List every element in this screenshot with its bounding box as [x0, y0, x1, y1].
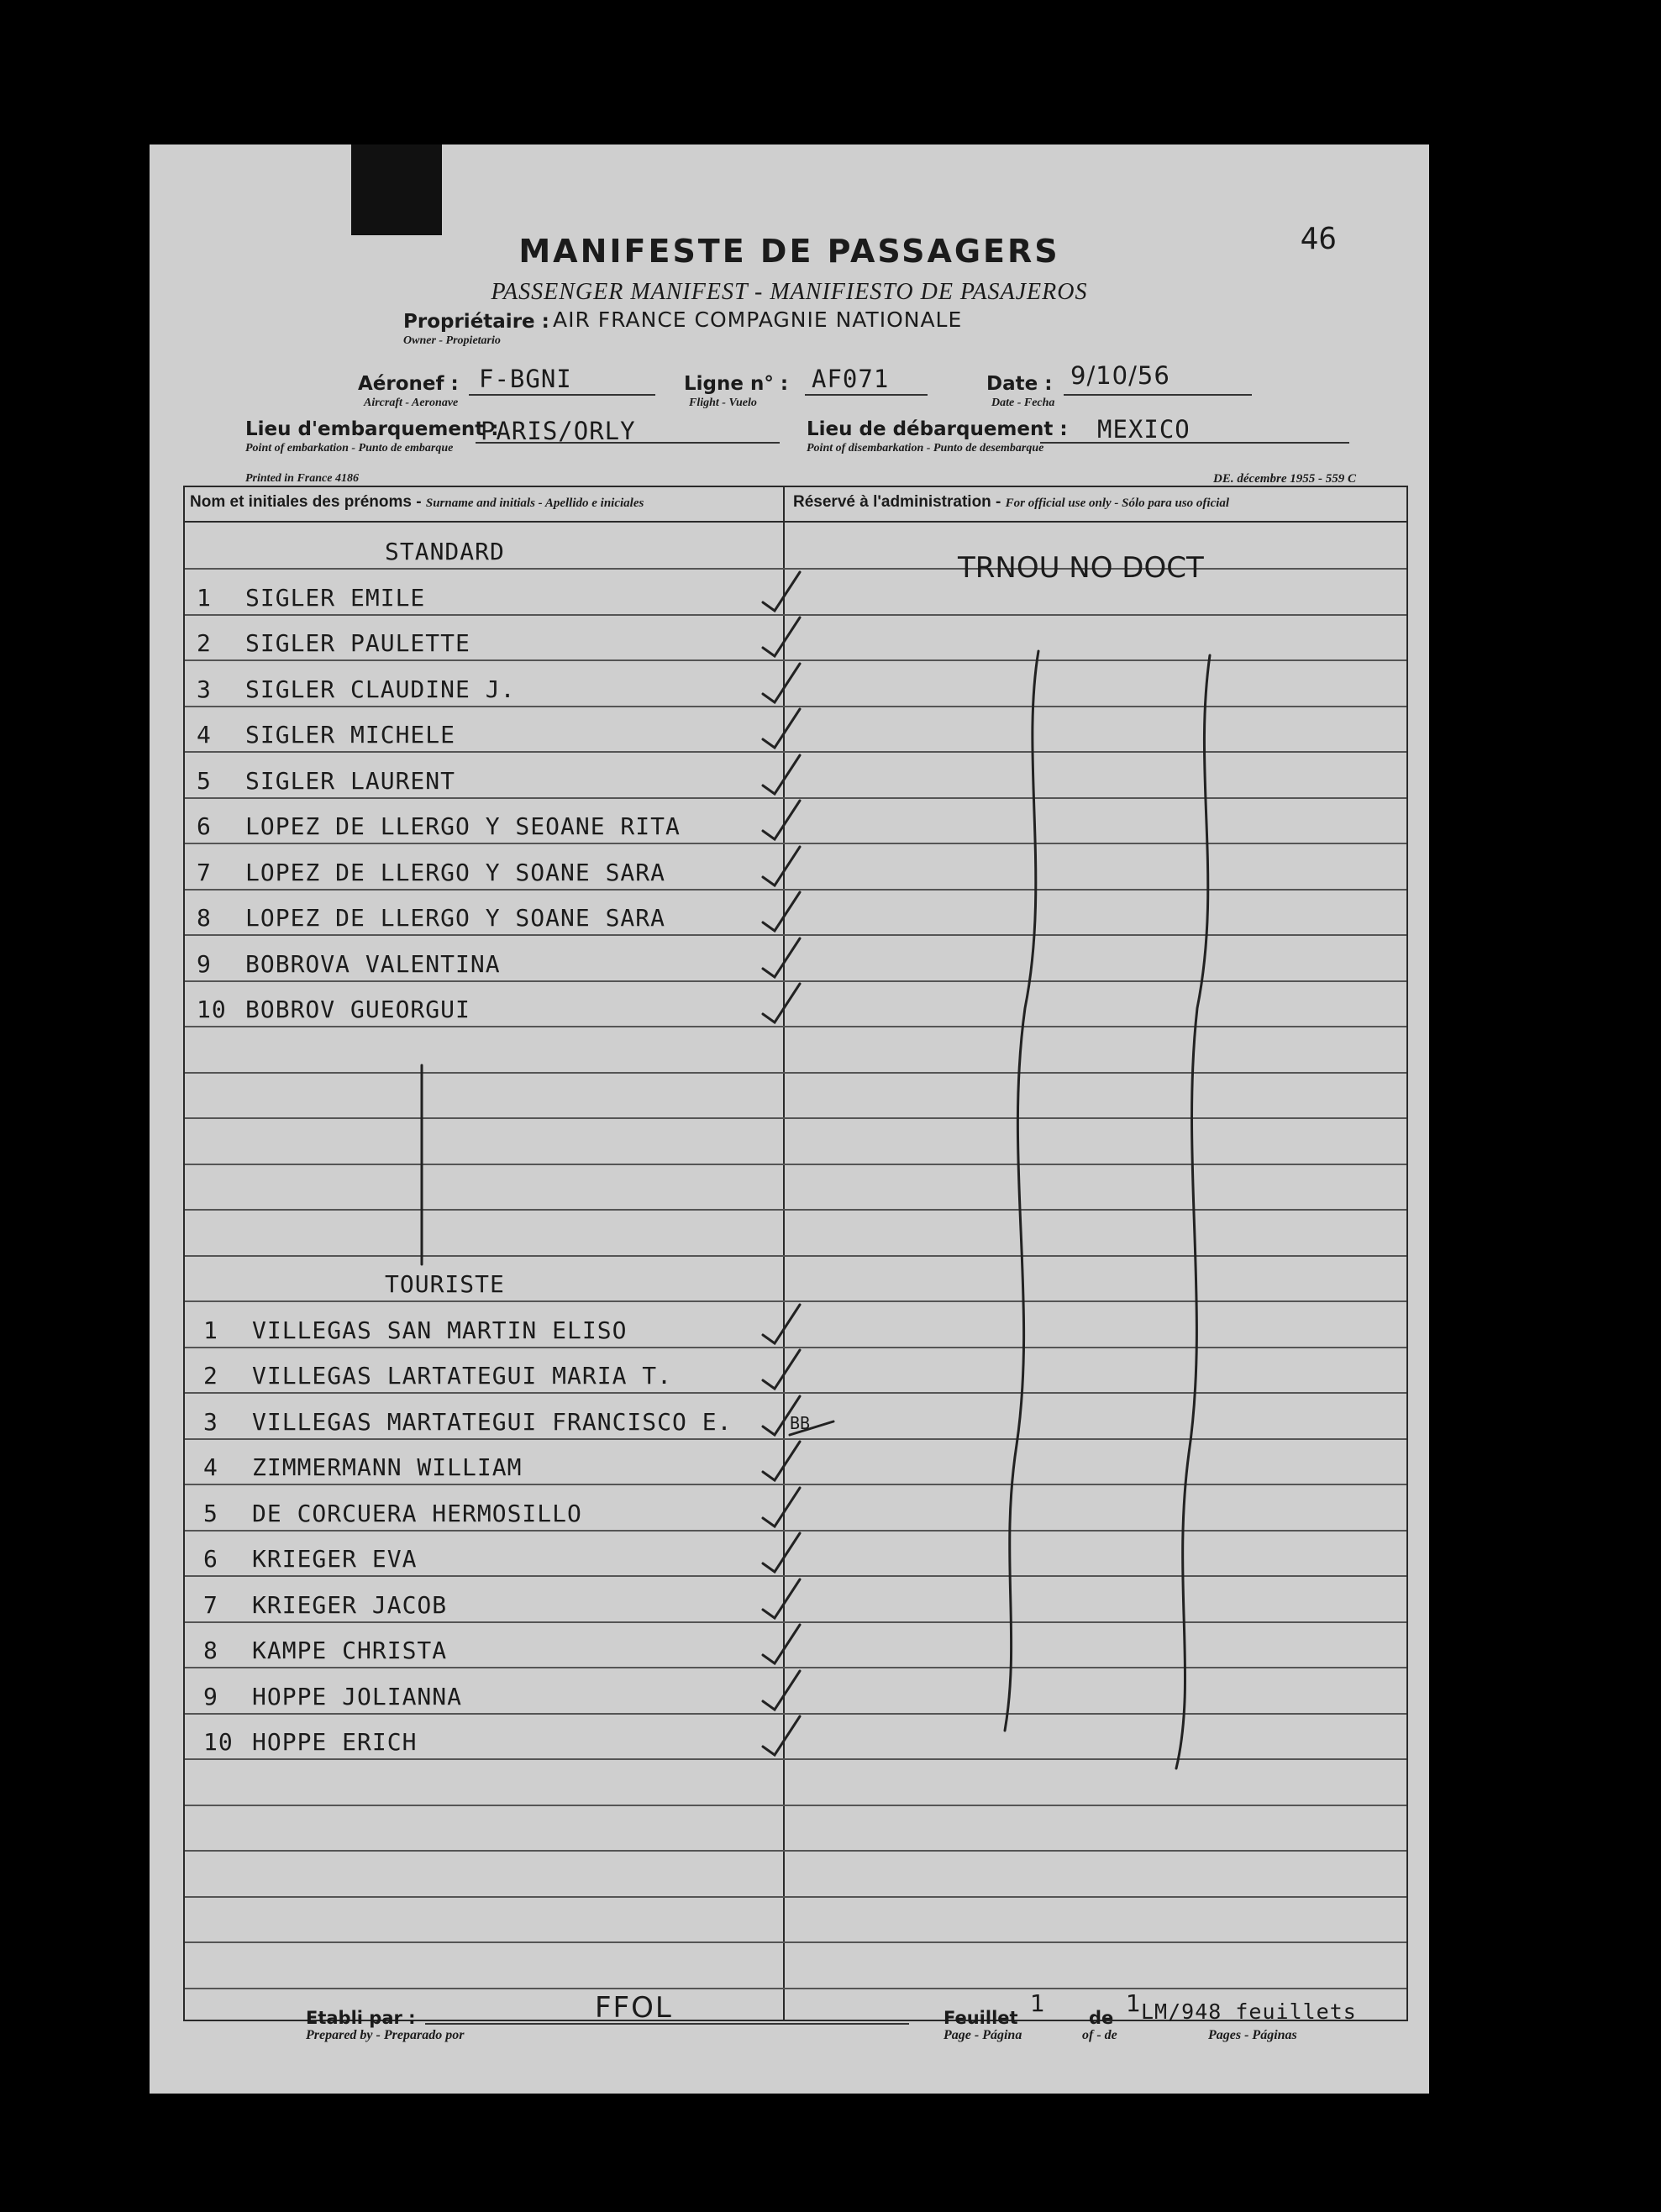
- check-mark: [763, 1625, 800, 1663]
- section-heading: STANDARD: [385, 538, 505, 565]
- embarkation-label: Lieu d'embarquement :: [245, 418, 499, 440]
- passenger-name: VILLEGAS LARTATEGUI MARIA T.: [252, 1362, 673, 1390]
- page-sublabel: Page - Página: [944, 2028, 1022, 2042]
- names-header-translation: Surname and initials - Apellido e iniciales: [425, 497, 644, 510]
- passenger-number: 8: [197, 904, 212, 932]
- check-mark: [763, 1442, 800, 1480]
- passenger-number: 3: [203, 1408, 218, 1436]
- check-mark: [763, 572, 800, 611]
- prepared-by-label: Etabli par :: [306, 2008, 416, 2028]
- form-subtitle: PASSENGER MANIFEST - MANIFIESTO DE PASAJEROS: [491, 279, 1088, 305]
- pages-value: 1: [1126, 1989, 1143, 2017]
- passenger-number: 6: [203, 1545, 218, 1573]
- passenger-number: 4: [197, 721, 212, 749]
- flight-value: AF071: [812, 365, 890, 393]
- aircraft-label: Aéronef :: [358, 373, 459, 395]
- disembarkation-sublabel: Point of disembarkation - Punto de desembarque: [807, 442, 1044, 454]
- passenger-number: 7: [203, 1591, 218, 1619]
- passenger-name: LOPEZ DE LLERGO Y SOANE SARA: [245, 904, 666, 932]
- passenger-name: SIGLER EMILE: [245, 584, 426, 612]
- check-mark: [763, 801, 800, 839]
- disembarkation-value: MEXICO: [1097, 415, 1191, 444]
- passenger-number: 5: [197, 767, 212, 795]
- passenger-name: HOPPE ERICH: [252, 1728, 418, 1756]
- page-value: 1: [1030, 1989, 1047, 2017]
- check-mark: [763, 617, 800, 656]
- passenger-name: KAMPE CHRISTA: [252, 1637, 448, 1664]
- passenger-number: 10: [203, 1728, 234, 1756]
- passenger-number: 1: [203, 1316, 218, 1344]
- passenger-number: 10: [197, 996, 227, 1023]
- passenger-name: VILLEGAS MARTATEGUI FRANCISCO E.: [252, 1408, 733, 1436]
- passenger-number: 9: [203, 1683, 218, 1710]
- embarkation-sublabel: Point of embarkation - Punto de embarque: [245, 442, 454, 454]
- page-number: 46: [1300, 222, 1337, 256]
- passenger-number: 2: [203, 1362, 218, 1390]
- passenger-number: 9: [197, 950, 212, 978]
- flight-label: Ligne n° :: [684, 373, 789, 395]
- vertical-bracket-line-1: [1005, 651, 1038, 1731]
- form-title: MANIFESTE DE PASSAGERS: [518, 233, 1060, 270]
- embarkation-value: PARIS/ORLY: [481, 417, 636, 445]
- admin-header-translation: For official use only - Sólo para uso oficial: [1005, 497, 1230, 510]
- passenger-name: LOPEZ DE LLERGO Y SEOANE RITA: [245, 812, 681, 840]
- passenger-name: KRIEGER EVA: [252, 1545, 418, 1573]
- printed-in: Printed in France 4186: [245, 472, 359, 485]
- aircraft-sublabel: Aircraft - Aeronave: [364, 397, 459, 409]
- flight-sublabel: Flight - Vuelo: [689, 397, 757, 409]
- passenger-number: 4: [203, 1453, 218, 1481]
- check-mark: [763, 1671, 800, 1710]
- passenger-name: BOBROVA VALENTINA: [245, 950, 501, 978]
- passenger-number: 2: [197, 629, 212, 657]
- check-mark-bb: [790, 1421, 833, 1435]
- passenger-name: DE CORCUERA HERMOSILLO: [252, 1500, 582, 1527]
- owner-label: Propriétaire :: [403, 311, 549, 333]
- pages-sublabel: Pages - Páginas: [1208, 2028, 1297, 2042]
- passenger-name: SIGLER MICHELE: [245, 721, 456, 749]
- check-mark: [763, 847, 800, 885]
- passenger-name: LOPEZ DE LLERGO Y SOANE SARA: [245, 859, 666, 886]
- passenger-name: SIGLER LAURENT: [245, 767, 456, 795]
- of-label: de: [1089, 2008, 1114, 2028]
- check-mark: [763, 984, 800, 1022]
- passenger-name: ZIMMERMANN WILLIAM: [252, 1453, 523, 1481]
- date-label: Date :: [986, 373, 1053, 395]
- section-heading: TOURISTE: [385, 1270, 505, 1298]
- check-mark: [763, 1305, 800, 1343]
- disembarkation-label: Lieu de débarquement :: [807, 418, 1068, 440]
- passenger-number: 1: [197, 584, 212, 612]
- passenger-name: KRIEGER JACOB: [252, 1591, 448, 1619]
- passenger-name: BOBROV GUEORGUI: [245, 996, 470, 1023]
- passenger-number: 8: [203, 1637, 218, 1664]
- aircraft-value: F-BGNI: [479, 365, 572, 393]
- check-mark: [763, 755, 800, 794]
- check-mark: [763, 1488, 800, 1526]
- date-value: 9/10/56: [1070, 361, 1170, 390]
- check-mark: [763, 664, 800, 702]
- names-header-text: Nom et initiales des prénoms -: [190, 493, 422, 511]
- of-sublabel: of - de: [1082, 2028, 1117, 2042]
- check-mark: [763, 938, 800, 977]
- pages-label: LM/948 feuillets: [1141, 1999, 1357, 2024]
- prepared-by-value: FFOL: [595, 1991, 673, 2025]
- passenger-name: VILLEGAS SAN MARTIN ELISO: [252, 1316, 628, 1344]
- owner-sublabel: Owner - Propietario: [403, 334, 501, 347]
- check-mark: [763, 1716, 800, 1755]
- admin-note: BB: [790, 1413, 811, 1433]
- admin-handwritten-note: TRNOU NO DOCT: [958, 551, 1204, 585]
- passenger-number: 7: [197, 859, 212, 886]
- check-mark: [763, 1533, 800, 1572]
- date-sublabel: Date - Fecha: [991, 397, 1055, 409]
- check-mark: [763, 1350, 800, 1389]
- check-mark: [763, 1396, 800, 1435]
- check-mark: [763, 892, 800, 931]
- page-label: Feuillet: [944, 2008, 1018, 2028]
- check-mark: [763, 1579, 800, 1618]
- passenger-name: SIGLER CLAUDINE J.: [245, 675, 516, 703]
- check-mark: [763, 709, 800, 748]
- passenger-name: SIGLER PAULETTE: [245, 629, 470, 657]
- owner-value: AIR FRANCE COMPAGNIE NATIONALE: [553, 307, 963, 332]
- vertical-bracket-line-2: [1176, 655, 1210, 1768]
- passenger-number: 5: [203, 1500, 218, 1527]
- form-reference: DE. décembre 1955 - 559 C: [1213, 472, 1356, 486]
- passenger-number: 6: [197, 812, 212, 840]
- passenger-number: 3: [197, 675, 212, 703]
- prepared-by-sublabel: Prepared by - Preparado por: [306, 2028, 465, 2042]
- passenger-name: HOPPE JOLIANNA: [252, 1683, 463, 1710]
- admin-header-text: Réservé à l'administration -: [793, 493, 1001, 511]
